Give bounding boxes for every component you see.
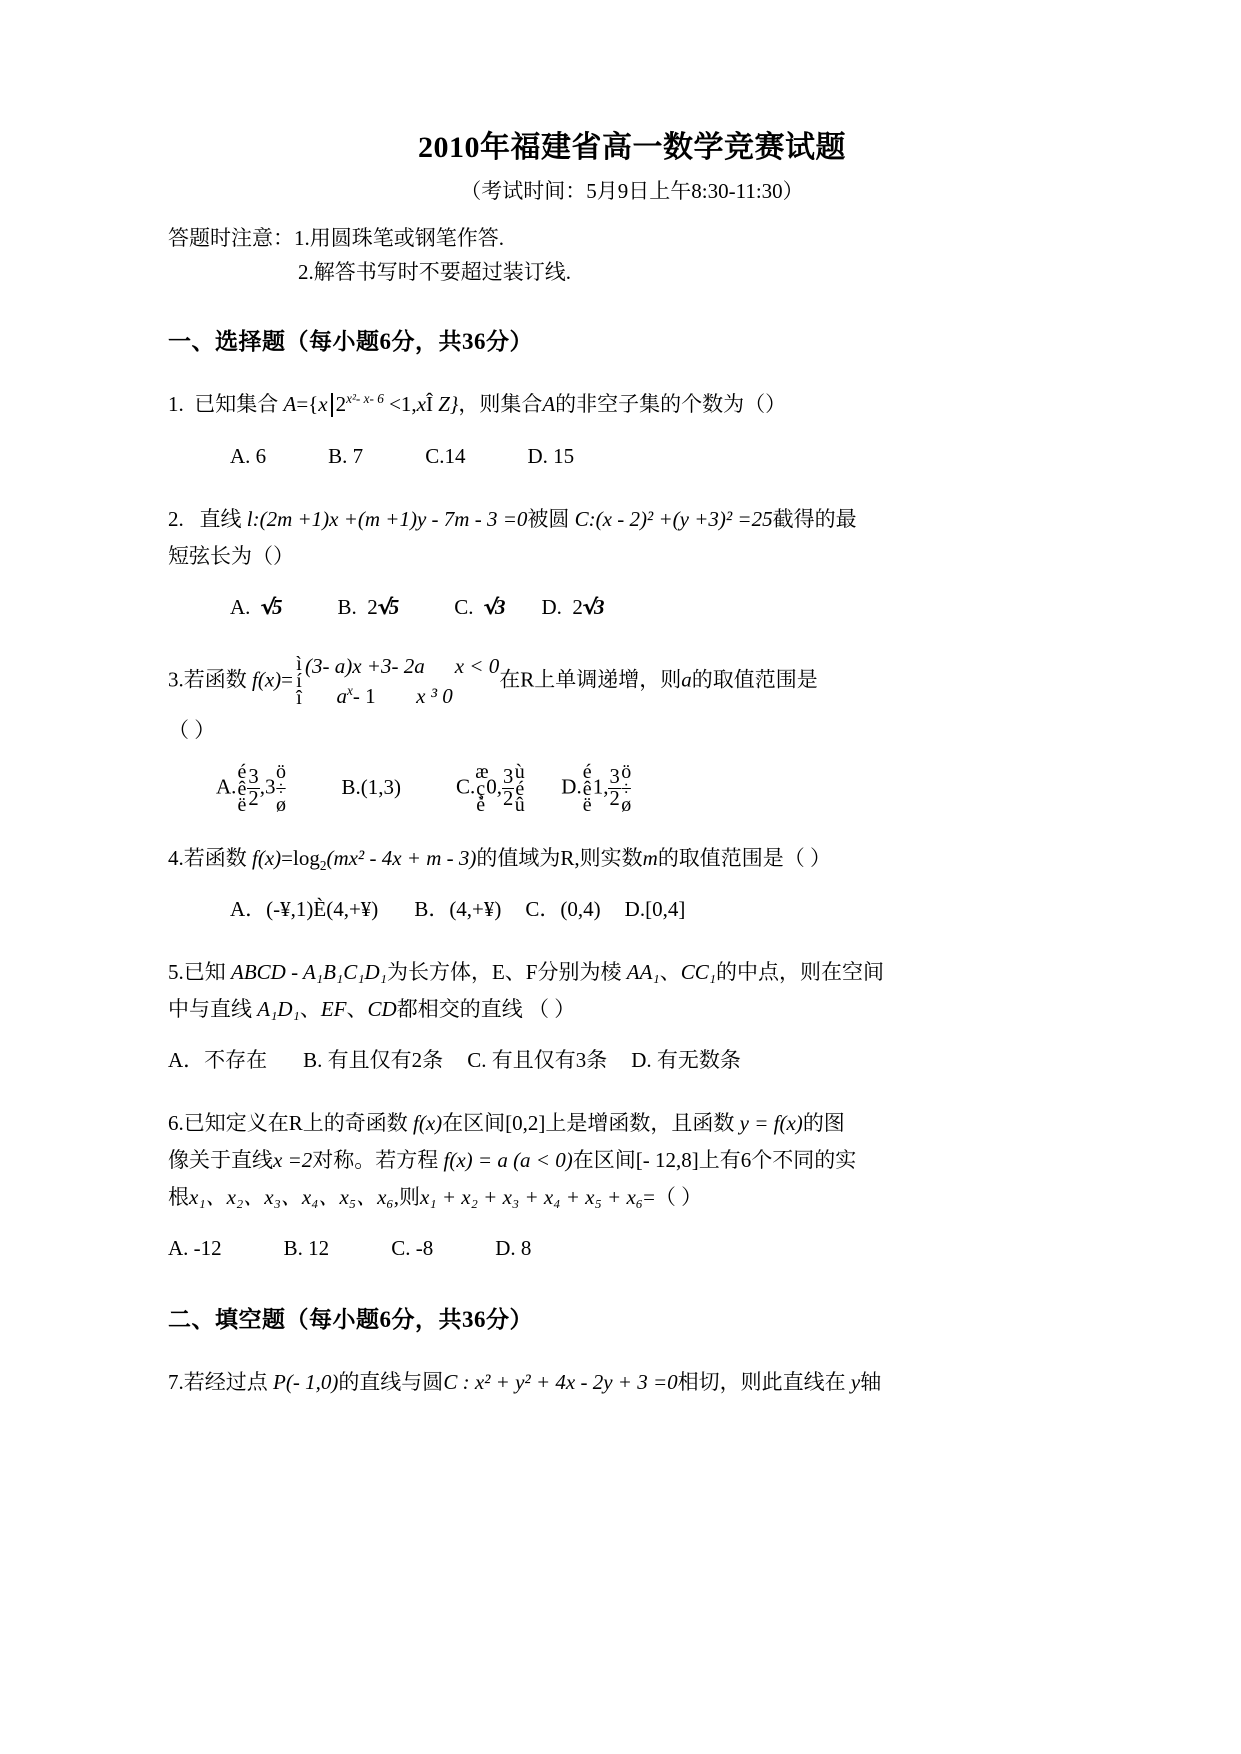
- q4-number: 4.: [168, 845, 184, 870]
- question-2-options: [168, 590, 1096, 626]
- q5-edge-1: AA₁: [626, 959, 660, 984]
- q3-lead: 若函数: [183, 667, 247, 692]
- q6-l1d: 的图: [802, 1111, 845, 1136]
- q3-var: a: [681, 667, 692, 692]
- q7-circle: C : x² + y² + 4x - 2y + 3 =0: [443, 1370, 678, 1395]
- q2-line2: 短弦长为（）: [168, 543, 294, 568]
- q2-circle-equation: :(x - 2)² +(y +3)² =25: [588, 506, 773, 531]
- q4-tail: 的值域为R,则实数: [476, 845, 643, 870]
- q3-opt-b-text: (1,3): [360, 774, 401, 799]
- question-6-options: [168, 1231, 1096, 1267]
- q1-set-open: ={: [296, 392, 319, 417]
- q3-option-d[interactable]: [561, 761, 632, 817]
- q1-member-symbol: Î: [426, 392, 433, 417]
- q6-option-d[interactable]: D. 8: [495, 1236, 532, 1261]
- q2-opt-b-coef: 2: [367, 595, 378, 620]
- notice-line-1: 答题时注意：1.用圆珠笔或钢笔作答.: [168, 226, 504, 251]
- left-paren-glyph: æ ç è: [475, 761, 489, 817]
- q1-set-var: A: [283, 392, 297, 417]
- q6-interval-2: [- 12,8]: [635, 1147, 699, 1172]
- question-5: [168, 954, 1096, 1028]
- q5-option-b[interactable]: B. 有且仅有2条: [303, 1048, 444, 1073]
- exam-time-subtitle: （考试时间：5月9日上午8:30-11:30）: [460, 179, 804, 203]
- q3-opt-c-pre: 0,: [486, 774, 502, 799]
- q5-line-2: EF: [320, 996, 347, 1021]
- q6-l2c: 在区间: [572, 1147, 636, 1172]
- q6-xeq: x =2: [273, 1147, 313, 1172]
- q6-l3b: ,则: [393, 1184, 420, 1209]
- q3-piece-2-exp: x: [347, 682, 353, 698]
- q5-edge-2: CC₁: [680, 959, 717, 984]
- q6-option-b[interactable]: B. 12: [283, 1236, 330, 1261]
- q3-opt-d-fraction: $\frac{3}{2}$: [609, 766, 620, 811]
- q1-text-before: 已知集合: [194, 392, 279, 417]
- q5-option-c[interactable]: C. 有且仅有3条: [467, 1048, 608, 1073]
- q6-interval-1: [0,2]: [505, 1111, 546, 1136]
- q2-opt-d-coef: 2: [572, 595, 583, 620]
- radical-icon: √: [376, 595, 391, 620]
- q4-log-base: 2: [319, 857, 327, 873]
- q3-tail: 在R上单调递增，则: [499, 667, 682, 692]
- q2-option-b[interactable]: [337, 590, 399, 626]
- question-1: [168, 386, 1096, 423]
- q3-cond-1: x < 0: [454, 653, 500, 678]
- question-5-options: [168, 1043, 1096, 1079]
- q2-lead: 直线: [199, 506, 242, 531]
- notice-line-2: 2.解答书写时不要超过装订线.: [298, 260, 571, 285]
- page-title: 2010年福建省高一数学竞赛试题: [418, 131, 846, 164]
- q2-opt-d-label: D.: [541, 595, 562, 620]
- q5-sep-3: 、: [346, 996, 368, 1021]
- q5-mid: 为长方体，E、F分别为棱: [386, 959, 622, 984]
- q1-set-x: x: [318, 392, 328, 417]
- radical-icon: √: [582, 595, 596, 620]
- q2-line-equation: :(2m +1)x +(m +1)y - 7m - 3 =0: [252, 506, 528, 531]
- q5-option-a[interactable]: A．不存在: [168, 1048, 268, 1073]
- q1-option-b[interactable]: B. 7: [328, 444, 364, 469]
- q5-number: 5.: [168, 959, 184, 984]
- q4-log: =log: [281, 845, 320, 870]
- right-bracket-glyph: ö ÷ ø: [620, 761, 632, 817]
- q6-equation: f(x) = a: [443, 1147, 508, 1172]
- q5-line-3: CD: [367, 996, 397, 1021]
- q4-option-b[interactable]: B．(4,+¥): [414, 897, 502, 922]
- q7-l1a: 若经过点: [183, 1370, 268, 1395]
- question-1-options: [168, 439, 1096, 475]
- set-builder-bar: [331, 393, 333, 417]
- q7-l1b: 的直线与圆: [338, 1370, 444, 1395]
- q6-fx: f(x): [413, 1111, 443, 1136]
- q5-option-d[interactable]: D. 有无数条: [631, 1048, 741, 1073]
- q2-option-c[interactable]: [454, 590, 505, 626]
- q1-option-a[interactable]: A. 6: [230, 444, 267, 469]
- q4-option-c[interactable]: C．(0,4): [525, 897, 601, 922]
- question-4: [168, 840, 1096, 877]
- q4-var: m: [642, 845, 658, 870]
- q6-l2d: 上有6个不同的实: [698, 1147, 857, 1172]
- q6-l3c: =（ ）: [643, 1184, 703, 1209]
- q2-option-d[interactable]: [542, 590, 605, 626]
- q7-number: 7.: [168, 1370, 184, 1395]
- q6-l3a: 根: [168, 1184, 189, 1209]
- q3-opt-a-label: A.: [216, 774, 237, 799]
- q1-exponent: x²- x- 6: [346, 391, 384, 407]
- q2-opt-b-label: B.: [337, 595, 357, 620]
- q2-opt-c-label: C.: [454, 595, 474, 620]
- q2-opt-c-radicand: 3: [495, 595, 506, 620]
- section-heading-fill: 二、填空题（每小题6分，共36分）: [168, 1307, 533, 1333]
- q7-l1d: 轴: [860, 1370, 882, 1395]
- q1-option-c[interactable]: C.14: [425, 444, 466, 469]
- q3-opt-c-fraction: $\frac{3}{2}$: [503, 766, 514, 811]
- q3-opt-b-label: B.: [341, 774, 361, 799]
- left-bracket-glyph: é ê ë: [582, 761, 592, 817]
- q3-piece-2-tail: - 1: [352, 683, 376, 708]
- q2-tail: 截得的最: [772, 506, 857, 531]
- q4-tail2: 的取值范围是（ ）: [657, 845, 832, 870]
- q2-line-label: l: [246, 506, 253, 531]
- q3-opt-c-label: C.: [455, 774, 476, 799]
- q5-solid: ABCD - A₁B₁C₁D₁: [231, 959, 387, 984]
- q2-option-a[interactable]: [230, 590, 282, 626]
- q6-roots: x₁、x₂、x₃、x₄、x₅、x₆: [189, 1184, 394, 1209]
- q6-number: 6.: [168, 1111, 184, 1136]
- q3-opt-d-pre: 1,: [592, 774, 609, 799]
- q1-member-var: x: [416, 392, 426, 417]
- q6-option-c[interactable]: C. -8: [391, 1236, 434, 1261]
- q2-opt-a-radicand: 5: [271, 595, 283, 620]
- q7-l1c: 相切，则此直线在: [677, 1370, 846, 1395]
- q3-cond-2: x ³ 0: [416, 683, 453, 708]
- q3-piece-1: (3- a)x +3- 2a: [305, 653, 425, 678]
- q1-relation: <1,: [389, 392, 417, 417]
- q6-sum: x₁ + x₂ + x₃ + x₄ + x₅ + x₆: [419, 1184, 644, 1209]
- question-4-options: [168, 892, 1096, 928]
- q1-set-name-2: A: [542, 392, 556, 417]
- q3-piece-2: a: [336, 683, 347, 708]
- q6-l1a: 已知定义在R上的奇函数: [183, 1111, 408, 1136]
- q6-option-a[interactable]: A. -12: [168, 1236, 222, 1261]
- q4-option-d[interactable]: D.[0,4]: [624, 897, 686, 922]
- question-3: [168, 652, 1096, 748]
- q3-line2: （ ）: [168, 717, 216, 742]
- q6-l2a: 像关于直线: [168, 1147, 273, 1172]
- q5-line2-tail: 都相交的直线 （ ）: [396, 996, 576, 1021]
- q3-opt-a-fraction: $\frac{3}{2}$: [248, 766, 259, 811]
- question-7: [168, 1364, 1096, 1401]
- right-bracket-glyph: ö ÷ ø: [275, 761, 287, 817]
- radical-icon: √: [260, 595, 274, 620]
- q4-function-name: f(x): [252, 845, 282, 870]
- q5-tail: 的中点，则在空间: [716, 959, 885, 984]
- q1-base: 2: [335, 392, 347, 417]
- question-2: [168, 501, 1096, 575]
- q6-condition: (a < 0): [513, 1147, 573, 1172]
- q2-mid: 被圆: [527, 506, 570, 531]
- piecewise-brace-icon: ì í î: [296, 652, 302, 710]
- q2-opt-a-label: A.: [230, 595, 251, 620]
- q3-option-c[interactable]: [455, 761, 525, 817]
- q3-equals: =: [281, 667, 293, 692]
- q7-point: P(- 1,0): [273, 1370, 339, 1395]
- q4-option-a[interactable]: A．(-¥,1)È(4,+¥): [230, 897, 379, 922]
- q3-opt-d-label: D.: [561, 774, 582, 799]
- q1-option-d[interactable]: D. 15: [527, 444, 575, 469]
- q3-opt-a-sep: ,3: [259, 774, 276, 799]
- section-heading-choice: 一、选择题（每小题6分，共36分）: [168, 329, 533, 355]
- q4-text: 若函数: [183, 845, 247, 870]
- q6-yfx: y = f(x): [739, 1111, 803, 1136]
- question-3-options: [168, 761, 1096, 817]
- q4-body: (mx² - 4x + m - 3): [326, 845, 477, 870]
- q5-sep-2: 、: [299, 996, 321, 1021]
- q6-l1b: 在区间: [442, 1111, 506, 1136]
- q2-opt-d-radicand: 3: [593, 595, 605, 620]
- question-6: [168, 1105, 1096, 1215]
- q3-function-name: f(x): [252, 667, 282, 692]
- q3-tail2: 的取值范围是: [691, 667, 818, 692]
- q5-line-1: A₁D₁: [257, 996, 300, 1021]
- q7-axis: y: [850, 1370, 861, 1395]
- q5-sep-1: 、: [659, 959, 681, 984]
- q1-member-set: Z}: [438, 392, 459, 417]
- right-bracket-glyph: ù é û: [514, 761, 525, 817]
- q5-line2-pre: 中与直线: [168, 996, 252, 1021]
- q3-option-b[interactable]: [341, 770, 401, 806]
- radical-icon: √: [483, 595, 497, 620]
- q1-number: 1.: [168, 392, 184, 417]
- q2-circle-label: C: [574, 506, 589, 531]
- q6-l1c: 上是增函数，且函数: [545, 1111, 735, 1136]
- q2-number: 2.: [168, 506, 184, 531]
- q1-text-after: ，则集合: [458, 392, 543, 417]
- q2-opt-b-radicand: 5: [388, 595, 400, 620]
- q5-lead: 已知: [183, 959, 226, 984]
- q6-l2b: 对称。若方程: [312, 1147, 439, 1172]
- q3-option-a[interactable]: [216, 761, 287, 817]
- q3-piecewise: [305, 652, 499, 712]
- left-bracket-glyph: é ê ë: [237, 761, 247, 817]
- q3-number: 3.: [168, 667, 184, 692]
- q1-text-end: 的非空子集的个数为（）: [555, 392, 787, 417]
